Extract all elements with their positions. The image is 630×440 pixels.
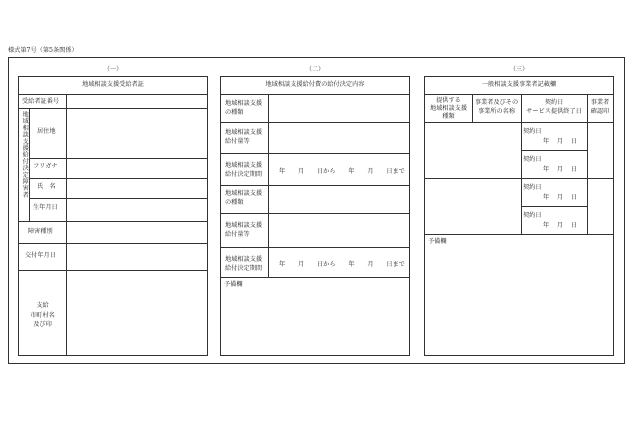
- p2-row3-period: 年 月 日から 年 月 日まで: [279, 168, 405, 175]
- disability-type-label: 障害種別: [28, 228, 53, 235]
- p3-notes-label: 予備欄: [428, 238, 447, 245]
- p3-entry2-date: 年 月 日: [543, 166, 577, 173]
- p2-row1-label: 地域相談支援 の種類: [225, 100, 263, 116]
- panel2-title: 地域相談支援給付費の給付決定内容: [265, 81, 365, 88]
- p2-row3-label: 地域相談支援 給付決定期間: [225, 162, 263, 178]
- address-label: 居住地: [37, 128, 56, 135]
- panel2: [220, 76, 410, 356]
- panel1-side-label: 地域相談支援給付決定障害者: [21, 111, 29, 199]
- p2-notes-label: 予備欄: [224, 281, 243, 288]
- p2-row6-label: 地域相談支援 給付決定期間: [225, 256, 263, 272]
- issuer-label: [19, 301, 66, 330]
- panel1: [18, 76, 208, 356]
- panel3-title: 一般相談支援事業者記載欄: [481, 81, 557, 88]
- p3-entry1-contract: 契約日: [523, 128, 542, 135]
- issue-date-label: 交付年月日: [25, 252, 56, 259]
- recipient-number-label: 受給者証番号: [22, 98, 60, 105]
- p3-entry2-contract: 契約日: [523, 156, 542, 163]
- p3-header-col3: 契約日 サービス提供終了日: [526, 99, 582, 115]
- form-number: 様式第7号（第5条関係）: [8, 47, 78, 54]
- p3-entry4-date: 年 月 日: [543, 222, 577, 229]
- panel1-number: （一）: [103, 66, 123, 73]
- p3-header-col4: 事業者 確認印: [590, 99, 610, 115]
- p3-entry4-contract: 契約日: [523, 212, 542, 219]
- p3-header-col2: 事業者及びその 事業所の名称: [474, 99, 519, 115]
- p2-row6-period: 年 月 日から 年 月 日まで: [279, 261, 405, 268]
- panel2-number: （二）: [305, 66, 325, 73]
- birthdate-label: 生年月日: [33, 204, 58, 211]
- p2-row5-label: 地域相談支援 給付量等: [225, 222, 263, 238]
- p2-row4-label: 地域相談支援 の種類: [225, 190, 263, 206]
- p2-row2-label: 地域相談支援 給付量等: [225, 129, 263, 145]
- issuer-line-2: 市町村名: [30, 311, 55, 319]
- panel3-number: （三）: [509, 66, 529, 73]
- issuer-line-3: 及び印: [33, 321, 52, 329]
- furigana-label: フリガナ: [33, 163, 58, 170]
- panel1-title: 地域相談支援受給者証: [82, 81, 144, 88]
- p3-entry3-date: 年 月 日: [543, 194, 577, 201]
- p3-entry1-date: 年 月 日: [543, 138, 577, 145]
- p3-header-col1: 提供する 地域相談支援 種類: [429, 97, 468, 121]
- issuer-line-1: 支給: [36, 302, 49, 309]
- p3-entry3-contract: 契約日: [523, 184, 542, 191]
- name-label: 氏 名: [37, 183, 56, 190]
- panel3: [424, 76, 614, 356]
